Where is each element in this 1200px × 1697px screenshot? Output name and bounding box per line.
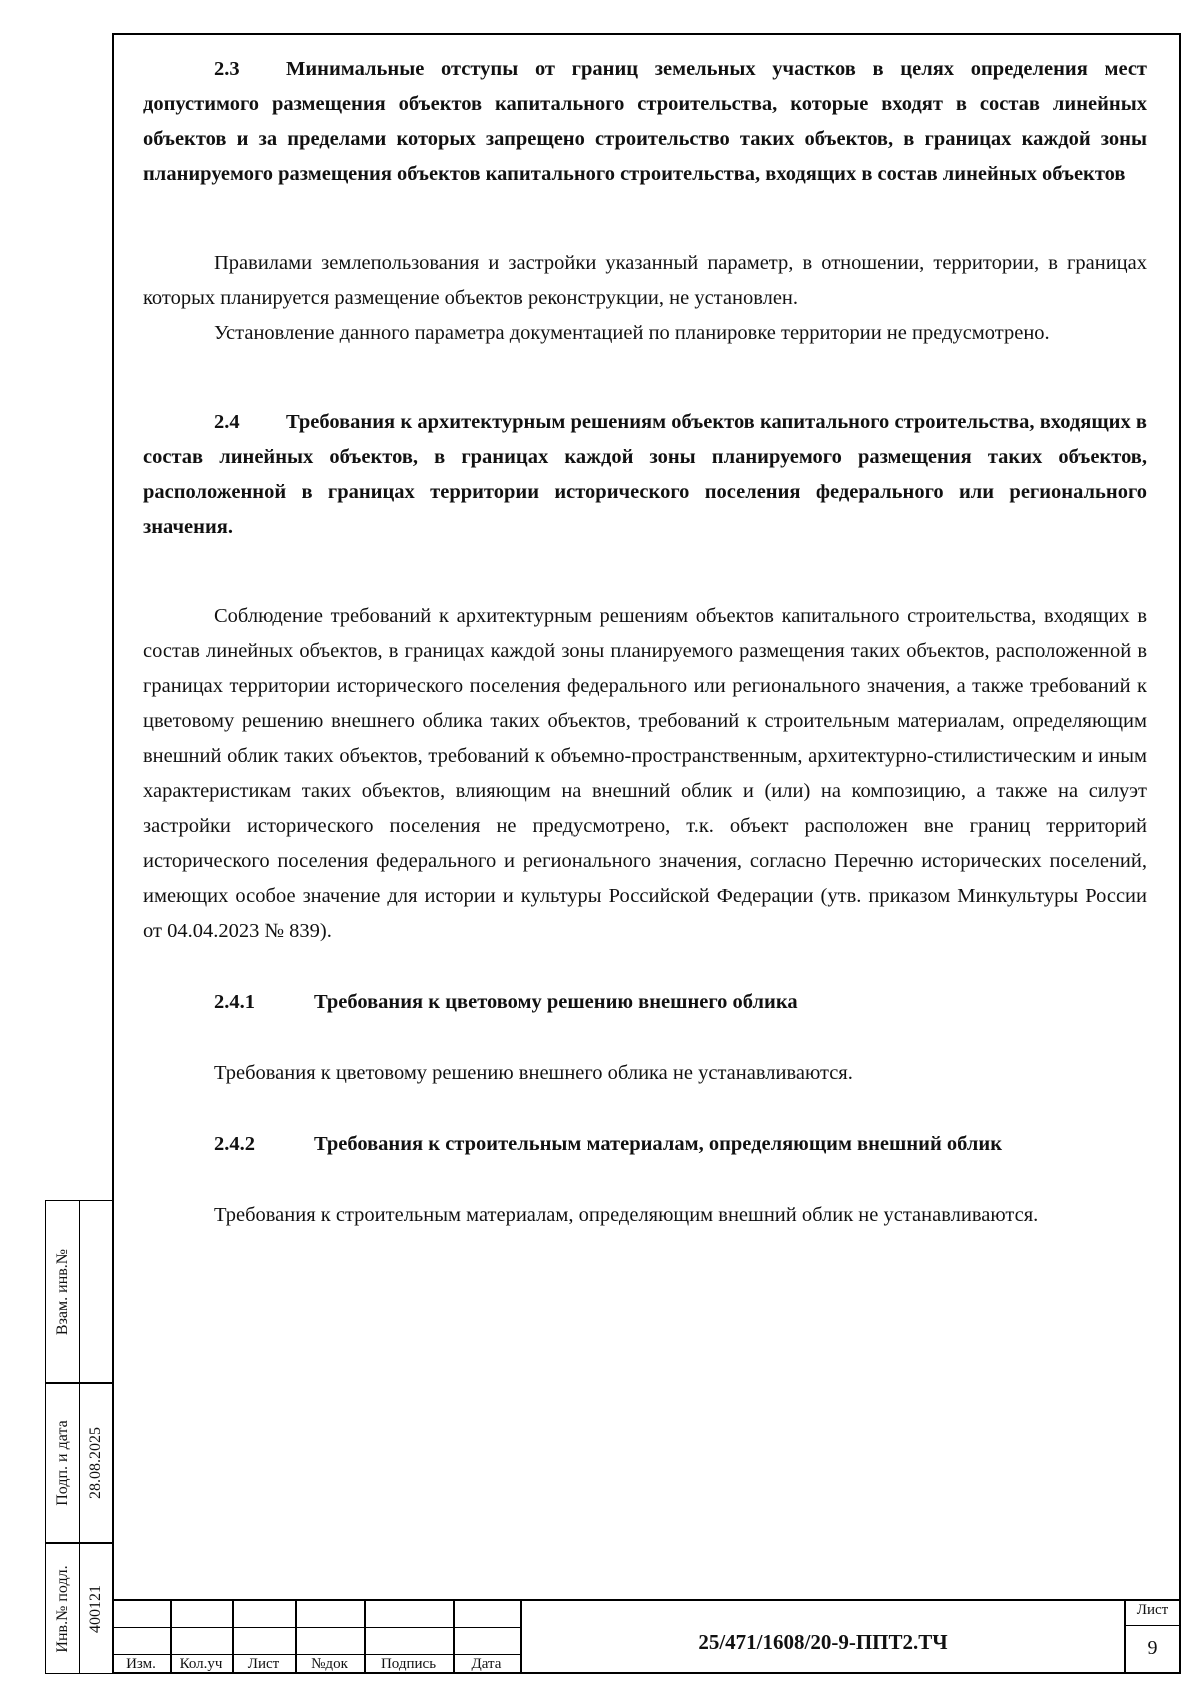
header-kol-uch: Кол.уч <box>179 1656 223 1672</box>
section-title: Требования к строительным материалам, определяющим внешний облик <box>314 1133 1003 1155</box>
side-stamp-podp <box>45 1383 112 1543</box>
section-number: 2.4.1 <box>214 991 255 1013</box>
vzam-label: Взам. инв.№ <box>53 1248 71 1335</box>
title-block <box>112 1599 1181 1674</box>
section-2-3-heading <box>143 52 1147 192</box>
section-number: 2.4.2 <box>214 1133 255 1155</box>
sheet-label: Лист <box>1136 1602 1169 1618</box>
document-code: 25/471/1608/20-9-ППТ2.ТЧ <box>698 1630 948 1654</box>
section-number: 2.3 <box>214 58 240 80</box>
title-block-row-line <box>112 1654 521 1655</box>
paragraph: Соблюдение требований к архитектурным решениям объектов капитального строительства, входящих в состав линейных объектов, в границах каждой зоны планируемого размещения таких объектов, расположенной в границах территории исторического поселения федерального или регионального значения, а также требований к цветовому решению внешнего облика таких объектов, требований к строительным материалам, определяющим внешний облик таких объектов, требований к объемно-пространственным, архитектурно-стилистическим и иным характеристикам таких объектов, влияющим на внешний облик и (или) на композицию, а также на силуэт застройки исторического поселения не предусмотрено, т.к. объект расположен вне границ территорий исторического поселения федерального и регионального значения, согласно Перечню исторических поселений, имеющих особое значение для истории и культуры Российской Федерации (утв. приказом Минкультуры России от 04.04.2023 № 839). <box>143 605 1147 942</box>
sheet-number: 9 <box>1147 1637 1158 1659</box>
header-data: Дата <box>471 1656 502 1672</box>
section-2-4-1-heading <box>143 985 1147 1020</box>
inv-label: Инв.№ подл. <box>53 1564 71 1653</box>
section-title: Требования к архитектурным решениям объектов капитального строительства, входящих в состав линейных объектов, в границах каждой зоны планируемого размещения таких объектов, расположенной в границах территории исторического поселения федерального или регионального значения. <box>143 411 1147 538</box>
section-2-4-2-heading <box>143 1127 1147 1162</box>
title-block-row-line <box>112 1627 521 1628</box>
header-izm: Изм. <box>126 1656 156 1672</box>
paragraph: Требования к цветовому решению внешнего облика не устанавливаются. <box>214 1062 853 1084</box>
header-list: Лист <box>247 1656 280 1672</box>
podp-label: Подп. и дата <box>53 1420 71 1506</box>
section-title: Минимальные отступы от границ земельных участков в целях определения мест допустимого размещения объектов капитального строительства, которые входят в состав линейных объектов и за пределами которых запрещено строительство таких объектов, в границах каждой зоны планируемого размещения объектов капитального строительства, входящих в состав линейных объектов <box>143 58 1147 185</box>
section-title: Требования к цветовому решению внешнего облика <box>314 991 798 1013</box>
inv-value: 400121 <box>86 1584 104 1633</box>
section-number: 2.4 <box>214 411 240 433</box>
paragraph: Установление данного параметра документацией по планировке территории не предусмотрено. <box>214 322 1050 344</box>
podp-value: 28.08.2025 <box>86 1427 104 1499</box>
paragraph: Правилами землепользования и застройки указанный параметр, в отношении, территории, в границах которых планируется размещение объектов реконструкции, не установлен. <box>143 252 1147 309</box>
paragraph: Требования к строительным материалам, определяющим внешний облик не устанавливаются. <box>214 1204 1039 1226</box>
section-2-4-heading <box>143 405 1147 545</box>
header-ndok: №док <box>311 1656 348 1672</box>
document-body <box>143 52 1147 1233</box>
side-stamp-inv <box>45 1543 112 1674</box>
header-podpis: Подпись <box>380 1656 437 1672</box>
side-stamp-vzam <box>45 1200 112 1383</box>
